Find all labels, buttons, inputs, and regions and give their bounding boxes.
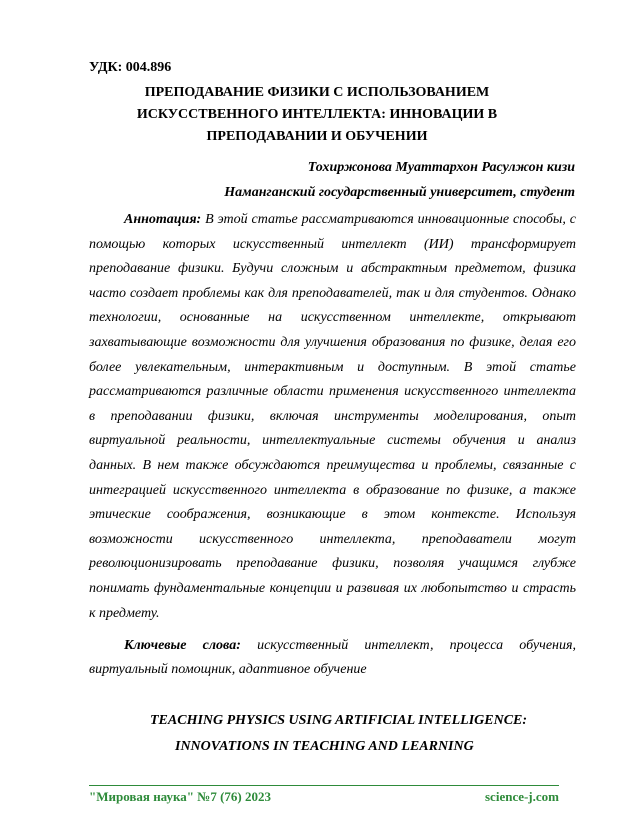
author-name: Тохиржонова Муаттархон Расулжон кизи [307, 160, 575, 175]
english-title [150, 708, 527, 760]
english-title-line: INNOVATIONS IN TEACHING AND LEARNING [175, 739, 474, 754]
udk-code: УДК: 004.896 [89, 60, 172, 75]
abstract-text: В этой статье рассматриваются инновационные способы, с помощью которых искусственный интеллект (ИИ) трансформирует преподавание физики. Будучи сложным и абстрактным предметом, физика часто создает проблемы как для преподавателей, так и для студентов. Однако технологии, основанные на искусственном интеллекте, открывают захватывающие возможности для улучшения образования по физике, делая его более увлекательным, интерактивным и доступным. В этой статье рассматриваются различные области применения искусственного интеллекта в преподавании физики, включая инструменты моделирования, опыт виртуальной реальности, интеллектуальные системы обучения и анализ данных. В нем также обсуждаются преимущества и проблемы, связанные с интеграцией искусственного интеллекта в образование по физике, а также этические соображения, возникающие в этом контексте. Используя возможности искусственного интеллекта, преподаватели могут революционизировать преподавание физики, позволяя учащимся глубже понимать фундаментальные концепции и развивая их любопытство и страсть к предмету. [89, 212, 576, 621]
article-title [89, 82, 545, 148]
english-title-line: TEACHING PHYSICS USING ARTIFICIAL INTELLIGENCE: [150, 713, 528, 728]
keywords-label: Ключевые слова: [124, 638, 241, 653]
title-line: ПРЕПОДАВАНИЕ ФИЗИКИ С ИСПОЛЬЗОВАНИЕМ [144, 85, 490, 100]
abstract-paragraph [89, 208, 576, 626]
keywords-text: искусственный интеллект, процесса обучения, виртуальный помощник, адаптивное обучение [89, 638, 576, 677]
abstract-label: Аннотация: [124, 212, 202, 227]
title-line: ПРЕПОДАВАНИИ И ОБУЧЕНИИ [206, 129, 428, 144]
title-line: ИСКУССТВЕННОГО ИНТЕЛЛЕКТА: ИННОВАЦИИ В [136, 107, 498, 122]
footer-journal: "Мировая наука" №7 (76) 2023 [89, 789, 271, 804]
footer-website-link[interactable]: science-j.com [485, 789, 559, 804]
keywords-paragraph [89, 634, 576, 682]
author-affiliation: Наманганский государственный университет, студент [224, 185, 575, 200]
footer-divider [89, 785, 559, 786]
